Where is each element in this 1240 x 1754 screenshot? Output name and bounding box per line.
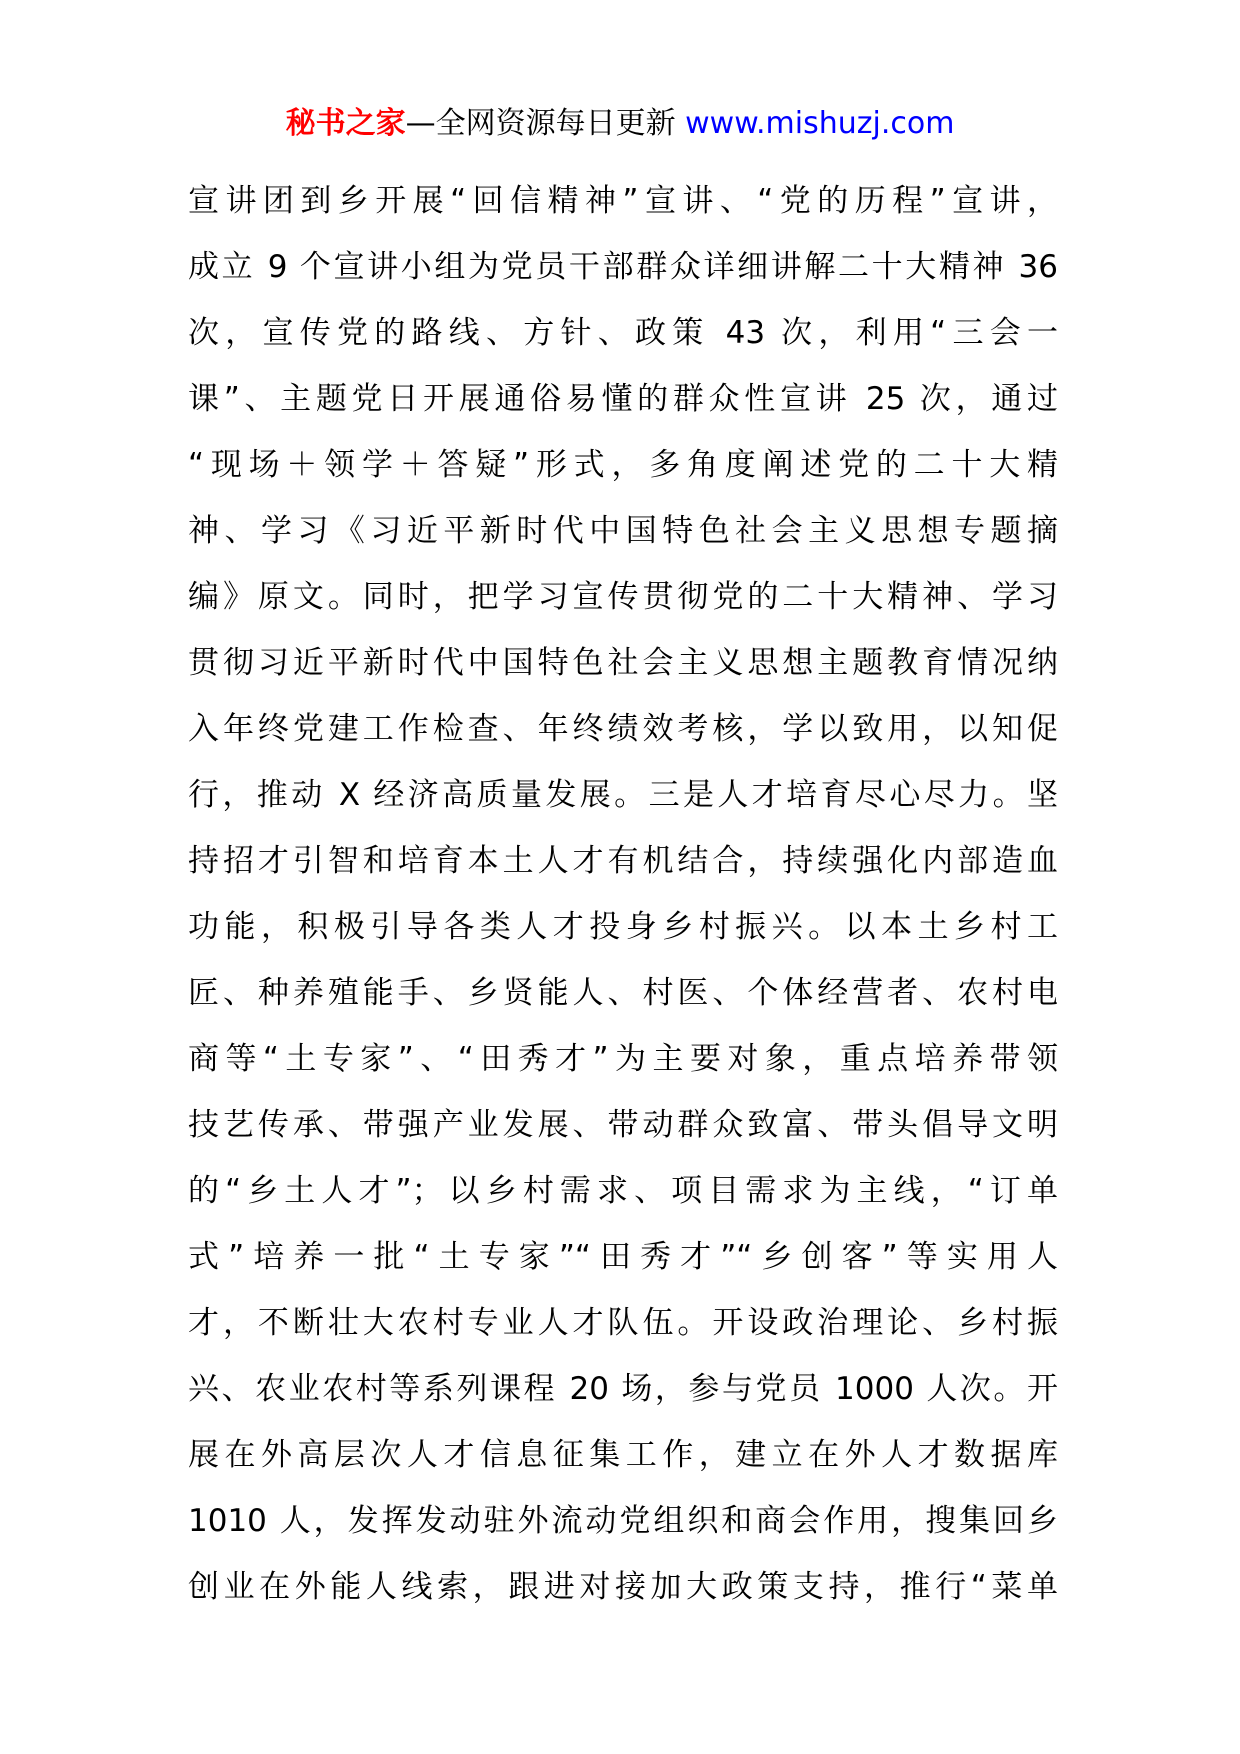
text-line: 才，不断壮大农村专业人才队伍。开设政治理论、乡村振: [188, 1305, 1058, 1341]
text-line: 功能，积极引导各类人才投身乡村振兴。以本土乡村工: [188, 909, 1058, 945]
text-line: 1010 人，发挥发动驻外流动党组织和商会作用，搜集回乡: [188, 1503, 1058, 1539]
text-line: 课”、主题党日开展通俗易懂的群众性宣讲 25 次，通过: [188, 381, 1058, 417]
site-url-link[interactable]: www.mishuzj.com: [685, 106, 955, 141]
text-line: 神、学习《习近平新时代中国特色社会主义思想专题摘: [188, 513, 1058, 549]
text-line: 宣讲团到乡开展“回信精神”宣讲、“党的历程”宣讲，: [188, 183, 1058, 219]
text-line: 创业在外能人线索，跟进对接加大政策支持，推行“菜单: [188, 1569, 1058, 1605]
text-line: 兴、农业农村等系列课程 20 场，参与党员 1000 人次。开: [188, 1371, 1058, 1407]
text-line: 次，宣传党的路线、方针、政策 43 次，利用“三会一: [188, 315, 1058, 351]
text-line: 贯彻习近平新时代中国特色社会主义思想主题教育情况纳: [188, 645, 1058, 681]
site-tagline: —全网资源每日更新: [405, 106, 686, 141]
document-body: [188, 168, 1058, 1620]
text-line: 的“乡土人才”；以乡村需求、项目需求为主线，“订单: [188, 1173, 1058, 1209]
text-line: 行，推动 X 经济高质量发展。三是人才培育尽心尽力。坚: [188, 777, 1058, 813]
text-line: 式”培养一批“土专家”“田秀才”“乡创客”等实用人: [188, 1239, 1058, 1275]
text-line: “现场＋领学＋答疑”形式，多角度阐述党的二十大精: [188, 447, 1058, 483]
text-line: 持招才引智和培育本土人才有机结合，持续强化内部造血: [188, 843, 1058, 879]
text-line: 编》原文。同时，把学习宣传贯彻党的二十大精神、学习: [188, 579, 1058, 615]
text-line: 匠、种养殖能手、乡贤能人、村医、个体经营者、农村电: [188, 975, 1058, 1011]
brand-name: 秘书之家: [285, 106, 406, 141]
text-line: 技艺传承、带强产业发展、带动群众致富、带头倡导文明: [188, 1107, 1058, 1143]
site-header: [0, 102, 1240, 146]
text-line: 成立 9 个宣讲小组为党员干部群众详细讲解二十大精神 36: [188, 249, 1058, 285]
text-line: 商等“土专家”、“田秀才”为主要对象，重点培养带领: [188, 1041, 1058, 1077]
text-line: 展在外高层次人才信息征集工作，建立在外人才数据库: [188, 1437, 1058, 1473]
text-line: 入年终党建工作检查、年终绩效考核，学以致用，以知促: [188, 711, 1058, 747]
